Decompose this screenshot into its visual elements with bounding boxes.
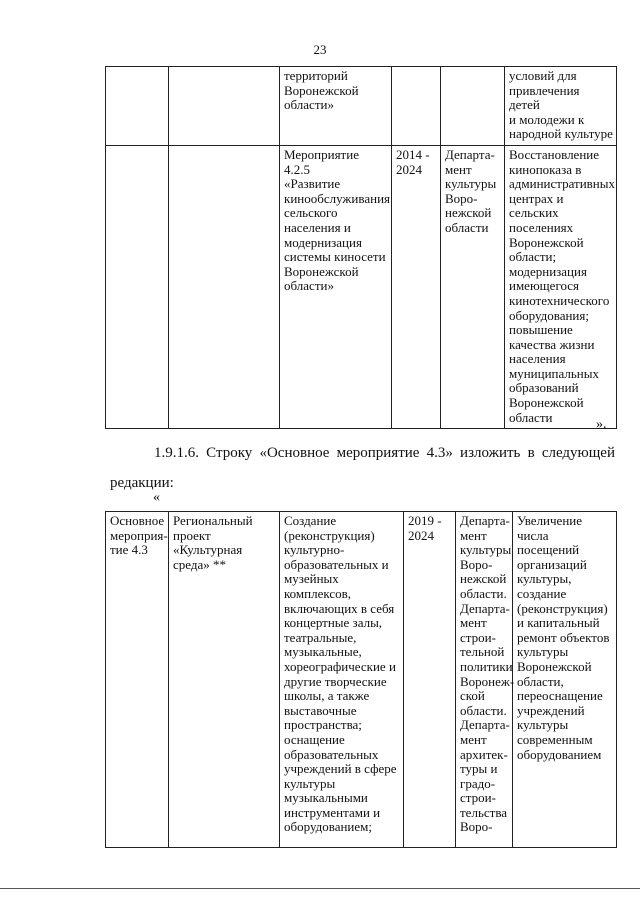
table-row xyxy=(106,145,617,428)
table-cell xyxy=(106,67,169,146)
table-cell: территорий Воронежской области» xyxy=(280,67,392,146)
instruction-line-1: 1.9.1.6. Строку «Основное мероприятие 4.3» изложить в следующей xyxy=(154,445,615,461)
instruction-line-2: редакции: xyxy=(110,475,174,491)
table-cell: Департа- мент культуры Воро- нежской области. Департа- мент строи- тельной политики Воронеж- ской области. Департа- мент архитек- туры и градо- строи- тельства Воро- xyxy=(456,512,513,848)
table-cell xyxy=(392,67,441,146)
replacement-table xyxy=(105,511,617,848)
table-cell: Мероприятие 4.2.5 «Развитие кинообслуживания сельского населения и модернизация системы киносети Воронежской области» xyxy=(280,145,392,428)
table-cell: Региональный проект «Культурная среда» ** xyxy=(169,512,280,848)
table-cell: Увеличение числа посещений организаций культуры, создание (реконструкция) и капитальный ремонт объектов культуры Воронежской области, переоснащение учреждений культуры современным оборудованием xyxy=(513,512,617,848)
table-cell: 2019 - 2024 xyxy=(404,512,456,848)
table-cell: Восстановление кинопоказа в административных центрах и сельских поселениях Воронежской области; модернизация имеющегося кинотехнического оборудования; повышение качества жизни населения муниципальных образований Воронежской области xyxy=(505,145,617,428)
table-row xyxy=(106,67,617,146)
table-cell: Департа- мент культуры Воро- нежской области xyxy=(441,145,505,428)
table-cell: Основное мероприя- тие 4.3 xyxy=(106,512,169,848)
table-row xyxy=(106,512,617,848)
table-cell xyxy=(106,145,169,428)
opening-quote: « xyxy=(153,490,160,505)
table-cell: 2014 - 2024 xyxy=(392,145,441,428)
instruction-paragraph xyxy=(110,438,615,498)
table-cell: условий для привлечения детей и молодежи к народной культуре xyxy=(505,67,617,146)
page-number: 23 xyxy=(313,42,327,57)
page-bottom-rule xyxy=(0,888,640,889)
table-cell: Создание (реконструкция) культурно- образовательных и музейных комплексов, включающих в себя концертные залы, театральные, музыкальные, хореографические и другие творческие школы, а также выставочные пространства; оснащение образовательных учреждений в сфере культуры музыкальными инструментами и оборудованием; xyxy=(280,512,404,848)
table-cell xyxy=(169,145,280,428)
continuation-table xyxy=(105,66,617,429)
table-cell xyxy=(441,67,505,146)
table-cell xyxy=(169,67,280,146)
closing-quote: ». xyxy=(596,417,607,432)
